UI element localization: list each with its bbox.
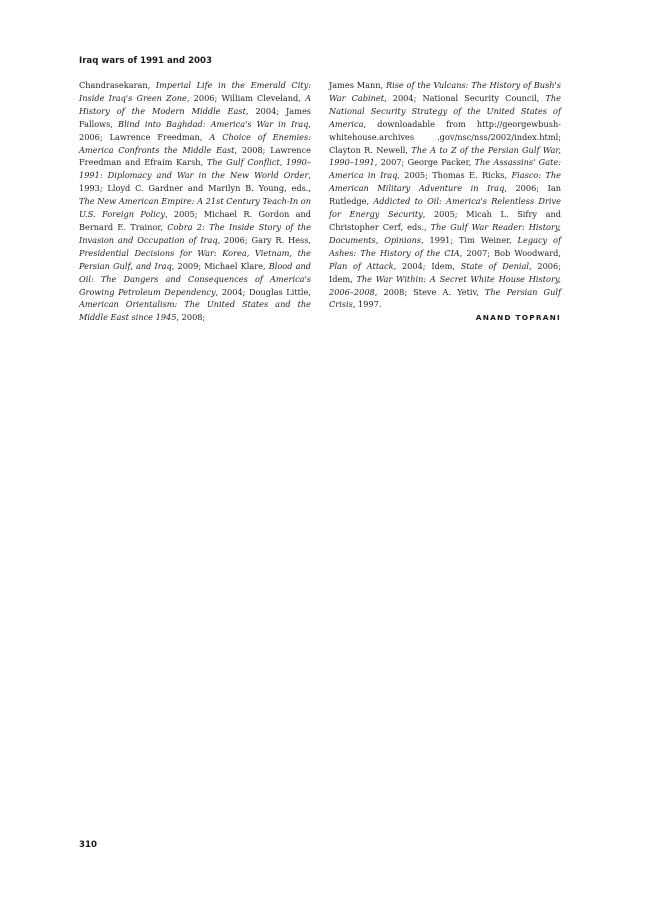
bib-segment: , 2006; Gary R. Hess, <box>217 234 312 245</box>
bib-title: The Gulf War Reader: History, Documents, Opinions <box>329 221 561 245</box>
bib-segment: , 1997. <box>352 299 382 310</box>
bib-segment: , 2006; Ian Rutledge, <box>329 183 561 207</box>
bibliography-text-right <box>329 80 561 309</box>
bibliography-text-left <box>79 80 311 322</box>
bib-segment: , 1993; Lloyd C. Gardner and Marilyn B. Young, eds., <box>79 170 311 194</box>
bib-segment: James Mann, <box>329 80 386 90</box>
bib-title: State of Denial <box>460 260 530 271</box>
bib-title: Plan of Attack <box>329 260 394 271</box>
bibliography-column-left <box>79 79 311 324</box>
running-head: Iraq wars of 1991 and 2003 <box>79 56 212 66</box>
bib-segment: , 2008; Steve A. Yetiv, <box>374 286 485 297</box>
bib-title: Blind into Baghdad: America's War in Iraq <box>118 118 309 129</box>
bib-title: Fiasco: The American Military Adventure in Iraq <box>329 170 562 194</box>
bib-segment: , 2009; Michael Klare, <box>171 260 269 271</box>
bib-segment: , downloadable from http://georgewbush-whitehouse.archives .gov/nsc/nss/2002/index.html; Clayton R. Newell, <box>329 118 561 155</box>
bib-title: Imperial Life in the Emerald City: Inside Iraq's Green Zone <box>79 80 311 103</box>
bib-title: Addicted to Oil: America's Relentless Drive for Energy Security <box>329 196 561 220</box>
bib-title: A History of the Modern Middle East <box>79 92 311 116</box>
bib-segment: , 2007; Bob Woodward, <box>459 247 561 258</box>
bibliography-column-right <box>329 79 561 325</box>
bib-segment: , 2007; George Packer, <box>374 157 475 168</box>
bib-segment: , 2005; Thomas E. Ricks, <box>397 170 512 181</box>
bib-title: A Choice of Enemies: America Confronts the Middle East <box>79 131 311 155</box>
bib-title: The Persian Gulf Crisis <box>329 286 561 310</box>
bib-segment: , 2004; National Security Council, <box>384 92 546 103</box>
bib-title: The A to Z of the Persian Gulf War, 1990–1991 <box>329 144 561 168</box>
bib-segment: , 2005; Micah L. Sifry and Christopher Cerf, eds., <box>329 209 562 232</box>
bib-title: American Orientalism: The United States and the Middle East since 1945 <box>79 299 311 323</box>
bib-segment: , 2004; Douglas Little, <box>215 286 311 297</box>
page-number: 310 <box>79 840 97 850</box>
bib-segment: Chandrasekaran, <box>79 80 156 90</box>
bib-title: The New American Empire: A 21st Century Teach-In on U.S. Foreign Policy <box>79 196 311 220</box>
bib-segment: , 2006; Idem, <box>329 260 561 284</box>
bib-segment: , 2008; <box>176 312 206 323</box>
bib-title: The Gulf Conflict, 1990–1991: Diplomacy and War in the New World Order <box>79 157 311 181</box>
bib-title: Rise of the Vulcans: The History of Bush's War Cabinet <box>329 80 562 103</box>
bib-title: Presidential Decisions for War: Korea, Vietnam, the Persian Gulf, and Iraq <box>79 247 311 271</box>
bib-segment: , 2006; William Cleveland, <box>186 92 306 103</box>
bib-title: Cobra 2: The Inside Story of the Invasion and Occupation of Iraq <box>79 221 311 245</box>
bib-title: The Assassins' Gate: America in Iraq <box>329 157 561 181</box>
bib-title: Legacy of Ashes: The History of the CIA <box>329 234 561 258</box>
bib-title: Blood and Oil: The Dangers and Consequences of America's Growing Petroleum Dependency <box>79 260 311 297</box>
bib-segment: , 2006; Lawrence Freedman, <box>79 118 311 142</box>
bib-segment: , 2008; Lawrence Freedman and Efraim Karsh, <box>79 144 311 168</box>
bib-title: The War Within: A Secret White House History, 2006–2008 <box>329 273 561 297</box>
bib-segment: , 1991; Tim Weiner, <box>421 234 518 245</box>
bib-segment: , 2004; James Fallows, <box>79 105 311 129</box>
bib-segment: , 2005; Michael R. Gordon and Bernard E. Trainor, <box>79 209 312 232</box>
bib-title: The National Security Strategy of the United States of America <box>329 92 561 129</box>
author-byline: ANAND TOPRANI <box>475 313 561 323</box>
bib-segment: , 2004; Idem, <box>393 260 461 271</box>
